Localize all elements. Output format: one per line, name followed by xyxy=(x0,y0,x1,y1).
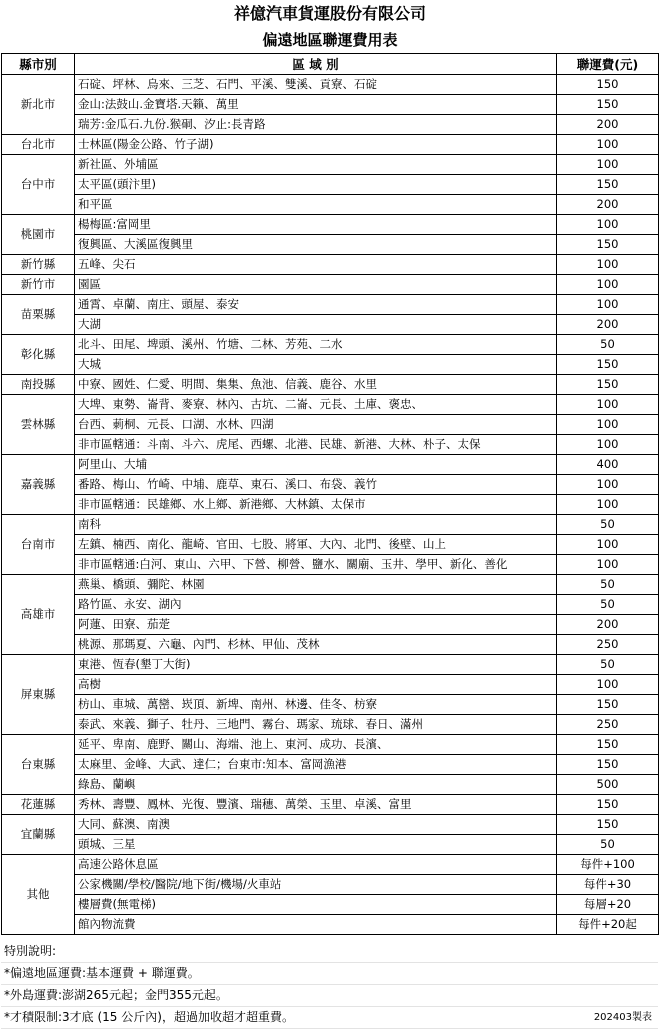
date-stamp: 202403製表 xyxy=(593,1012,652,1023)
header-county: 縣市別 xyxy=(2,54,75,75)
fee-cell: 100 xyxy=(557,255,659,275)
table-row xyxy=(2,835,659,855)
fee-cell: 150 xyxy=(557,355,659,375)
area-cell: 樓層費(無電梯) xyxy=(75,895,557,915)
fee-cell: 每件+30 xyxy=(557,875,659,895)
table-row xyxy=(2,395,659,415)
table-row xyxy=(2,715,659,735)
area-cell: 阿里山、大埔 xyxy=(75,455,557,475)
area-cell: 台西、莿桐、元長、口湖、水林、四湖 xyxy=(75,415,557,435)
area-cell: 秀林、壽豐、鳳林、光復、豐濱、瑞穗、萬榮、玉里、卓溪、富里 xyxy=(75,795,557,815)
table-row xyxy=(2,495,659,515)
county-cell: 花蓮縣 xyxy=(2,795,75,815)
area-cell: 燕巢、橋頭、彌陀、林園 xyxy=(75,575,557,595)
fee-cell: 100 xyxy=(557,275,659,295)
table-row xyxy=(2,815,659,835)
table-row xyxy=(2,295,659,315)
fee-cell: 100 xyxy=(557,555,659,575)
table-row xyxy=(2,615,659,635)
county-cell: 桃園市 xyxy=(2,215,75,255)
fee-table xyxy=(1,53,659,935)
county-cell: 新竹縣 xyxy=(2,255,75,275)
table-row xyxy=(2,115,659,135)
header-fee: 聯運費(元) xyxy=(557,54,659,75)
table-row xyxy=(2,255,659,275)
area-cell: 復興區、大溪區復興里 xyxy=(75,235,557,255)
table-row xyxy=(2,375,659,395)
fee-cell: 100 xyxy=(557,155,659,175)
fee-cell: 150 xyxy=(557,795,659,815)
fee-cell: 100 xyxy=(557,215,659,235)
area-cell: 石碇、坪林、烏來、三芝、石門、平溪、雙溪、貢寮、石碇 xyxy=(75,75,557,95)
note-line-3: *才積限制:3才底 (15 公斤內)，超過加收超才超重費。 xyxy=(4,1010,294,1024)
county-cell: 新竹市 xyxy=(2,275,75,295)
fee-cell: 100 xyxy=(557,295,659,315)
table-row xyxy=(2,275,659,295)
area-cell: 公家機關/學校/醫院/地下街/機場/火車站 xyxy=(75,875,557,895)
area-cell: 路竹區、永安、湖內 xyxy=(75,595,557,615)
table-row xyxy=(2,675,659,695)
table-row xyxy=(2,915,659,935)
fee-cell: 50 xyxy=(557,515,659,535)
fee-cell: 100 xyxy=(557,435,659,455)
table-row xyxy=(2,475,659,495)
fee-cell: 500 xyxy=(557,775,659,795)
notes-heading: 特別說明: xyxy=(1,941,658,963)
table-row xyxy=(2,655,659,675)
table-row xyxy=(2,575,659,595)
fee-cell: 每層+20 xyxy=(557,895,659,915)
county-cell: 其他 xyxy=(2,855,75,935)
area-cell: 北斗、田尾、埤頭、溪州、竹塘、二林、芳苑、二水 xyxy=(75,335,557,355)
table-row xyxy=(2,215,659,235)
table-row xyxy=(2,875,659,895)
area-cell: 五峰、尖石 xyxy=(75,255,557,275)
fee-cell: 每件+100 xyxy=(557,855,659,875)
county-cell: 屏東縣 xyxy=(2,655,75,735)
table-subtitle: 偏遠地區聯運費用表 xyxy=(262,31,398,49)
table-row xyxy=(2,735,659,755)
fee-cell: 50 xyxy=(557,335,659,355)
area-cell: 瑞芳:金瓜石.九份.猴硐、汐止:長青路 xyxy=(75,115,557,135)
header-area: 區 域 別 xyxy=(75,54,557,75)
area-cell: 頭城、三星 xyxy=(75,835,557,855)
fee-cell: 100 xyxy=(557,535,659,555)
county-cell: 台南市 xyxy=(2,515,75,575)
county-cell: 嘉義縣 xyxy=(2,455,75,515)
header-row xyxy=(2,54,659,75)
table-row xyxy=(2,455,659,475)
area-cell: 太平區(頭汴里) xyxy=(75,175,557,195)
table-row xyxy=(2,195,659,215)
area-cell: 園區 xyxy=(75,275,557,295)
fee-cell: 150 xyxy=(557,375,659,395)
fee-cell: 150 xyxy=(557,695,659,715)
area-cell: 大湖 xyxy=(75,315,557,335)
table-row xyxy=(2,855,659,875)
table-row xyxy=(2,635,659,655)
area-cell: 左鎮、楠西、南化、龍崎、官田、七股、將軍、大內、北門、後壁、山上 xyxy=(75,535,557,555)
table-row xyxy=(2,355,659,375)
fee-cell: 50 xyxy=(557,835,659,855)
table-row xyxy=(2,755,659,775)
note-line-3-wrapper xyxy=(1,1007,658,1029)
table-row xyxy=(2,175,659,195)
note-line-2: *外島運費:澎湖265元起；金門355元起。 xyxy=(1,985,658,1007)
fee-cell: 200 xyxy=(557,115,659,135)
table-row xyxy=(2,895,659,915)
area-cell: 楊梅區:富岡里 xyxy=(75,215,557,235)
fee-cell: 100 xyxy=(557,415,659,435)
area-cell: 泰武、來義、獅子、牡丹、三地門、霧台、瑪家、琉球、春日、滿州 xyxy=(75,715,557,735)
area-cell: 阿蓮、田寮、茄萣 xyxy=(75,615,557,635)
area-cell: 士林區(陽金公路、竹子湖) xyxy=(75,135,557,155)
county-cell: 宜蘭縣 xyxy=(2,815,75,855)
county-cell: 彰化縣 xyxy=(2,335,75,375)
table-row xyxy=(2,235,659,255)
fee-cell: 150 xyxy=(557,75,659,95)
table-row xyxy=(2,695,659,715)
table-row xyxy=(2,555,659,575)
fee-cell: 100 xyxy=(557,495,659,515)
fee-cell: 100 xyxy=(557,395,659,415)
area-cell: 金山:法鼓山.金寶塔.天籟、萬里 xyxy=(75,95,557,115)
company-title: 祥億汽車貨運股份有限公司 xyxy=(233,4,426,23)
county-cell: 高雄市 xyxy=(2,575,75,655)
table-row xyxy=(2,795,659,815)
area-cell: 通霄、卓蘭、南庄、頭屋、泰安 xyxy=(75,295,557,315)
area-cell: 和平區 xyxy=(75,195,557,215)
area-cell: 高速公路休息區 xyxy=(75,855,557,875)
fee-cell: 250 xyxy=(557,635,659,655)
fee-cell: 150 xyxy=(557,735,659,755)
table-row xyxy=(2,315,659,335)
area-cell: 太麻里、金峰、大武、達仁；台東市:知本、富岡漁港 xyxy=(75,755,557,775)
fee-cell: 150 xyxy=(557,175,659,195)
fee-cell: 150 xyxy=(557,95,659,115)
county-cell: 新北市 xyxy=(2,75,75,135)
area-cell: 桃源、那瑪夏、六龜、內門、杉林、甲仙、茂林 xyxy=(75,635,557,655)
fee-cell: 200 xyxy=(557,195,659,215)
county-cell: 台北市 xyxy=(2,135,75,155)
area-cell: 非市區轄通：斗南、斗六、虎尾、西螺、北港、民雄、新港、大林、朴子、太保 xyxy=(75,435,557,455)
county-cell: 台中市 xyxy=(2,155,75,215)
area-cell: 大埤、東勢、崙背、麥寮、林內、古坑、二崙、元長、土庫、褒忠、 xyxy=(75,395,557,415)
table-row xyxy=(2,335,659,355)
table-row xyxy=(2,75,659,95)
note-line-1: *偏遠地區運費:基本運費 + 聯運費。 xyxy=(1,963,658,985)
area-cell: 大城 xyxy=(75,355,557,375)
table-row xyxy=(2,135,659,155)
notes-section xyxy=(1,941,658,1029)
fee-cell: 100 xyxy=(557,135,659,155)
table-row xyxy=(2,515,659,535)
table-row xyxy=(2,435,659,455)
area-cell: 館內物流費 xyxy=(75,915,557,935)
fee-cell: 50 xyxy=(557,595,659,615)
area-cell: 枋山、車城、萬巒、崁頂、新埤、南州、林邊、佳冬、枋寮 xyxy=(75,695,557,715)
fee-cell: 每件+20起 xyxy=(557,915,659,935)
fee-cell: 50 xyxy=(557,575,659,595)
fee-cell: 50 xyxy=(557,655,659,675)
fee-cell: 200 xyxy=(557,315,659,335)
table-row xyxy=(2,95,659,115)
area-cell: 番路、梅山、竹崎、中埔、鹿草、東石、溪口、布袋、義竹 xyxy=(75,475,557,495)
fee-cell: 150 xyxy=(557,235,659,255)
county-cell: 台東縣 xyxy=(2,735,75,795)
area-cell: 延平、卑南、鹿野、關山、海端、池上、東河、成功、長濱、 xyxy=(75,735,557,755)
county-cell: 苗栗縣 xyxy=(2,295,75,335)
table-row xyxy=(2,535,659,555)
fee-cell: 400 xyxy=(557,455,659,475)
area-cell: 非市區轄通：民雄鄉、水上鄉、新港鄉、大林鎮、太保市 xyxy=(75,495,557,515)
fee-cell: 150 xyxy=(557,815,659,835)
table-row xyxy=(2,415,659,435)
fee-cell: 100 xyxy=(557,675,659,695)
area-cell: 東港、恆春(墾丁大街) xyxy=(75,655,557,675)
area-cell: 中寮、國姓、仁愛、明間、集集、魚池、信義、鹿谷、水里 xyxy=(75,375,557,395)
county-cell: 南投縣 xyxy=(2,375,75,395)
county-cell: 雲林縣 xyxy=(2,395,75,455)
area-cell: 綠島、蘭嶼 xyxy=(75,775,557,795)
area-cell: 高樹 xyxy=(75,675,557,695)
area-cell: 非市區轄通:白河、東山、六甲、下營、柳營、鹽水、關廟、玉井、學甲、新化、善化 xyxy=(75,555,557,575)
area-cell: 南科 xyxy=(75,515,557,535)
area-cell: 大同、蘇澳、南澳 xyxy=(75,815,557,835)
table-row xyxy=(2,155,659,175)
table-row xyxy=(2,595,659,615)
fee-cell: 200 xyxy=(557,615,659,635)
table-row xyxy=(2,775,659,795)
fee-cell: 100 xyxy=(557,475,659,495)
fee-cell: 250 xyxy=(557,715,659,735)
area-cell: 新社區、外埔區 xyxy=(75,155,557,175)
fee-cell: 150 xyxy=(557,755,659,775)
